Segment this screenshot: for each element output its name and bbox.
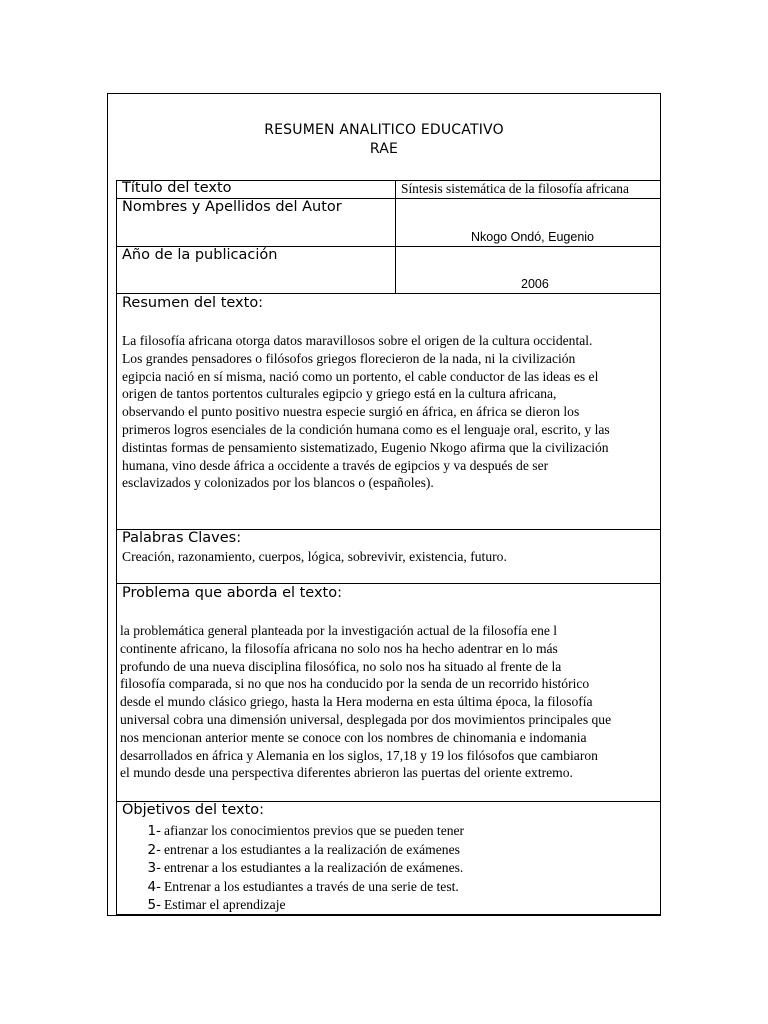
resumen-line: esclavizados y colonizados por los blancos o (españoles). — [122, 475, 434, 491]
list-item — [122, 878, 464, 897]
list-item-text: Entrenar a los estudiantes a través de una serie de test. — [164, 878, 459, 894]
list-item — [122, 859, 464, 878]
list-item-text: entrenar a los estudiantes a la realización de exámenes. — [164, 860, 464, 875]
problema-line: desarrollados en áfrica y Alemania en los siglos, 17,18 y 19 los filósofos que cambiaron — [120, 747, 598, 763]
problema-line: continente africano, la filosofía africana no solo nos ha hecho adentrar en lo más — [120, 640, 558, 656]
row-divider — [116, 583, 660, 584]
anio-label: Año de la publicación — [122, 247, 278, 263]
list-item-number: 5- — [147, 897, 161, 913]
problema-line: profundo de una nueva disciplina filosófica, no solo nos ha situado al frente de la — [120, 658, 562, 674]
problema-line: nos mencionan anterior mente se conoce con los nombres de chinomania e indomania — [120, 729, 587, 745]
resumen-line: egipcia nació en sí misma, nació como un portento, el cable conductor de las ideas es el — [122, 368, 599, 384]
list-item-text: Estimar el aprendizaje — [164, 897, 286, 912]
objetivos-list — [122, 822, 464, 915]
autor-label: Nombres y Apellidos del Autor — [122, 199, 342, 215]
problema-line: universal cobra una dimensión universal, desplegada por dos movimientos principales que — [120, 711, 612, 727]
resumen-line: humana, vino desde áfrica a occidente a través de egipcios y va después de ser — [122, 457, 549, 473]
autor-value: Nkogo Ondó, Eugenio — [471, 230, 595, 244]
problema-line: filosofía comparada, si no que nos ha conducido por la senda de un recorrido histórico — [120, 676, 590, 692]
titulo-label: Título del texto — [122, 180, 232, 196]
list-item-text: entrenar a los estudiantes a la realización de exámenes — [164, 841, 460, 857]
document-subtitle: RAE — [369, 141, 399, 157]
list-item-number: 2- — [147, 841, 161, 858]
problema-label: Problema que aborda el texto: — [122, 585, 342, 601]
palabras-value: Creación, razonamiento, cuerpos, lógica, sobrevivir, existencia, futuro. — [122, 549, 507, 564]
problema-line: el mundo desde una perspectiva diferentes abrieron las puertas del oriente extremo. — [120, 765, 573, 781]
resumen-text — [122, 332, 610, 492]
titulo-value: Síntesis sistemática de la filosofía africana — [401, 181, 629, 196]
resumen-label: Resumen del texto: — [122, 295, 264, 311]
problema-line: la problemática general planteada por la investigación actual de la filosofía ene l — [120, 623, 558, 638]
list-item — [122, 822, 464, 841]
anio-value: 2006 — [521, 277, 549, 291]
list-item — [122, 841, 464, 860]
table-left-border — [116, 180, 117, 915]
palabras-label: Palabras Claves: — [122, 530, 242, 546]
rae-document — [107, 93, 661, 916]
objetivos-label: Objetivos del texto: — [122, 802, 265, 818]
resumen-line: Los grandes pensadores o filósofos griegos florecieron de la nada, ni la civilización — [122, 350, 576, 366]
list-item-number: 4- — [147, 878, 161, 895]
resumen-line: observando el punto positivo nuestra especie surgió en áfrica, en áfrica se dieron los — [122, 404, 580, 420]
list-item-number: 1- — [147, 823, 161, 839]
list-item-number: 3- — [147, 860, 161, 876]
resumen-line: primeros logros esenciales de la condición humana como es el lenguaje oral, escrito, y las — [122, 421, 610, 437]
resumen-line: La filosofía africana otorga datos maravillosos sobre el origen de la cultura occidental. — [122, 333, 593, 348]
resumen-line: origen de tantos portentos culturales egipcio y griego está en la cultura africana, — [122, 386, 557, 402]
problema-line: desde el mundo clásico griego, hasta la Hera moderna en esta última época, la filosofía — [120, 694, 593, 710]
list-item — [122, 896, 464, 915]
list-item-text: afianzar los conocimientos previos que se pueden tener — [164, 823, 465, 838]
problema-text — [120, 622, 611, 782]
row-divider — [116, 293, 660, 294]
resumen-line: distintas formas de pensamiento sistematizado, Eugenio Nkogo afirma que la civilización — [122, 439, 609, 455]
document-title: RESUMEN ANALITICO EDUCATIVO — [264, 122, 504, 138]
